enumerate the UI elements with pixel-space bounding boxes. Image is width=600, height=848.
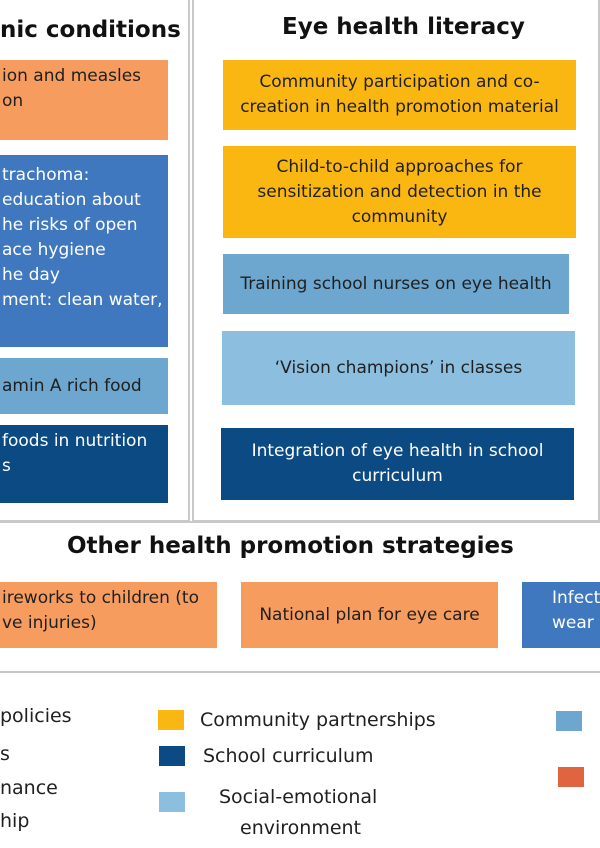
legend-swatch-right-blue xyxy=(556,711,582,731)
legend-left-hip: hip xyxy=(0,810,30,832)
legend-label-community: Community partnerships xyxy=(200,709,436,731)
other-strategies-title: Other health promotion strategies xyxy=(67,533,514,559)
other-box-infection xyxy=(522,582,600,648)
legend-label-social-line2: environment xyxy=(240,817,362,839)
chronic-conditions-title: nic conditions xyxy=(0,17,181,43)
other-box-fireworks-line2: ve injuries) xyxy=(2,613,97,633)
other-box-national-plan: National plan for eye care xyxy=(241,582,498,648)
legend-left-policies: policies xyxy=(0,705,72,727)
chronic-box-trachoma-line5: he day xyxy=(2,265,60,285)
literacy-box-school-nurses: Training school nurses on eye health xyxy=(223,254,569,314)
chronic-box-trachoma-line6: ment: clean water, xyxy=(2,290,163,310)
chronic-box-trachoma-line3: he risks of open xyxy=(2,215,138,235)
legend-left-s: s xyxy=(0,743,10,765)
other-box-fireworks xyxy=(0,582,217,648)
legend-left-nance: nance xyxy=(0,777,58,799)
eye-health-literacy-title: Eye health literacy xyxy=(282,14,525,40)
chronic-box-nutrition xyxy=(0,425,168,503)
other-box-infection-line2: wear xyxy=(552,613,594,633)
chronic-box-trachoma-line1: trachoma: xyxy=(2,165,90,185)
other-box-infection-line1: Infect xyxy=(552,588,600,608)
chronic-box-trachoma-line4: ace hygiene xyxy=(2,240,106,260)
legend-label-curriculum: School curriculum xyxy=(203,745,374,767)
chronic-box-vitamin-a-line1: amin A rich food xyxy=(2,375,142,396)
chronic-box-trachoma xyxy=(0,155,168,347)
other-box-fireworks-line1: ireworks to children (to xyxy=(2,588,199,608)
chronic-box-vaccination-line1: ion and measles xyxy=(2,66,142,86)
literacy-box-child-to-child: Child-to-child approaches for sensitization and detection in the community xyxy=(223,146,576,238)
chronic-box-trachoma-line2: education about xyxy=(2,190,141,210)
chronic-box-nutrition-line1: foods in nutrition xyxy=(2,431,148,451)
chronic-box-vitamin-a xyxy=(0,358,168,414)
legend-swatch-community xyxy=(158,710,184,730)
literacy-box-co-creation: Community participation and co-creation in health promotion material xyxy=(223,60,576,130)
legend-label-social-line1: Social-emotional xyxy=(219,786,378,808)
chronic-box-vaccination xyxy=(0,60,168,140)
chronic-box-vaccination-line2: on xyxy=(2,91,24,111)
legend-swatch-social xyxy=(159,792,185,812)
literacy-box-curriculum: Integration of eye health in school curriculum xyxy=(221,428,574,500)
literacy-box-vision-champions: ‘Vision champions’ in classes xyxy=(222,331,575,405)
legend-swatch-right-red xyxy=(558,767,584,787)
legend-swatch-curriculum xyxy=(159,746,185,766)
chronic-box-nutrition-line2: s xyxy=(2,456,11,476)
